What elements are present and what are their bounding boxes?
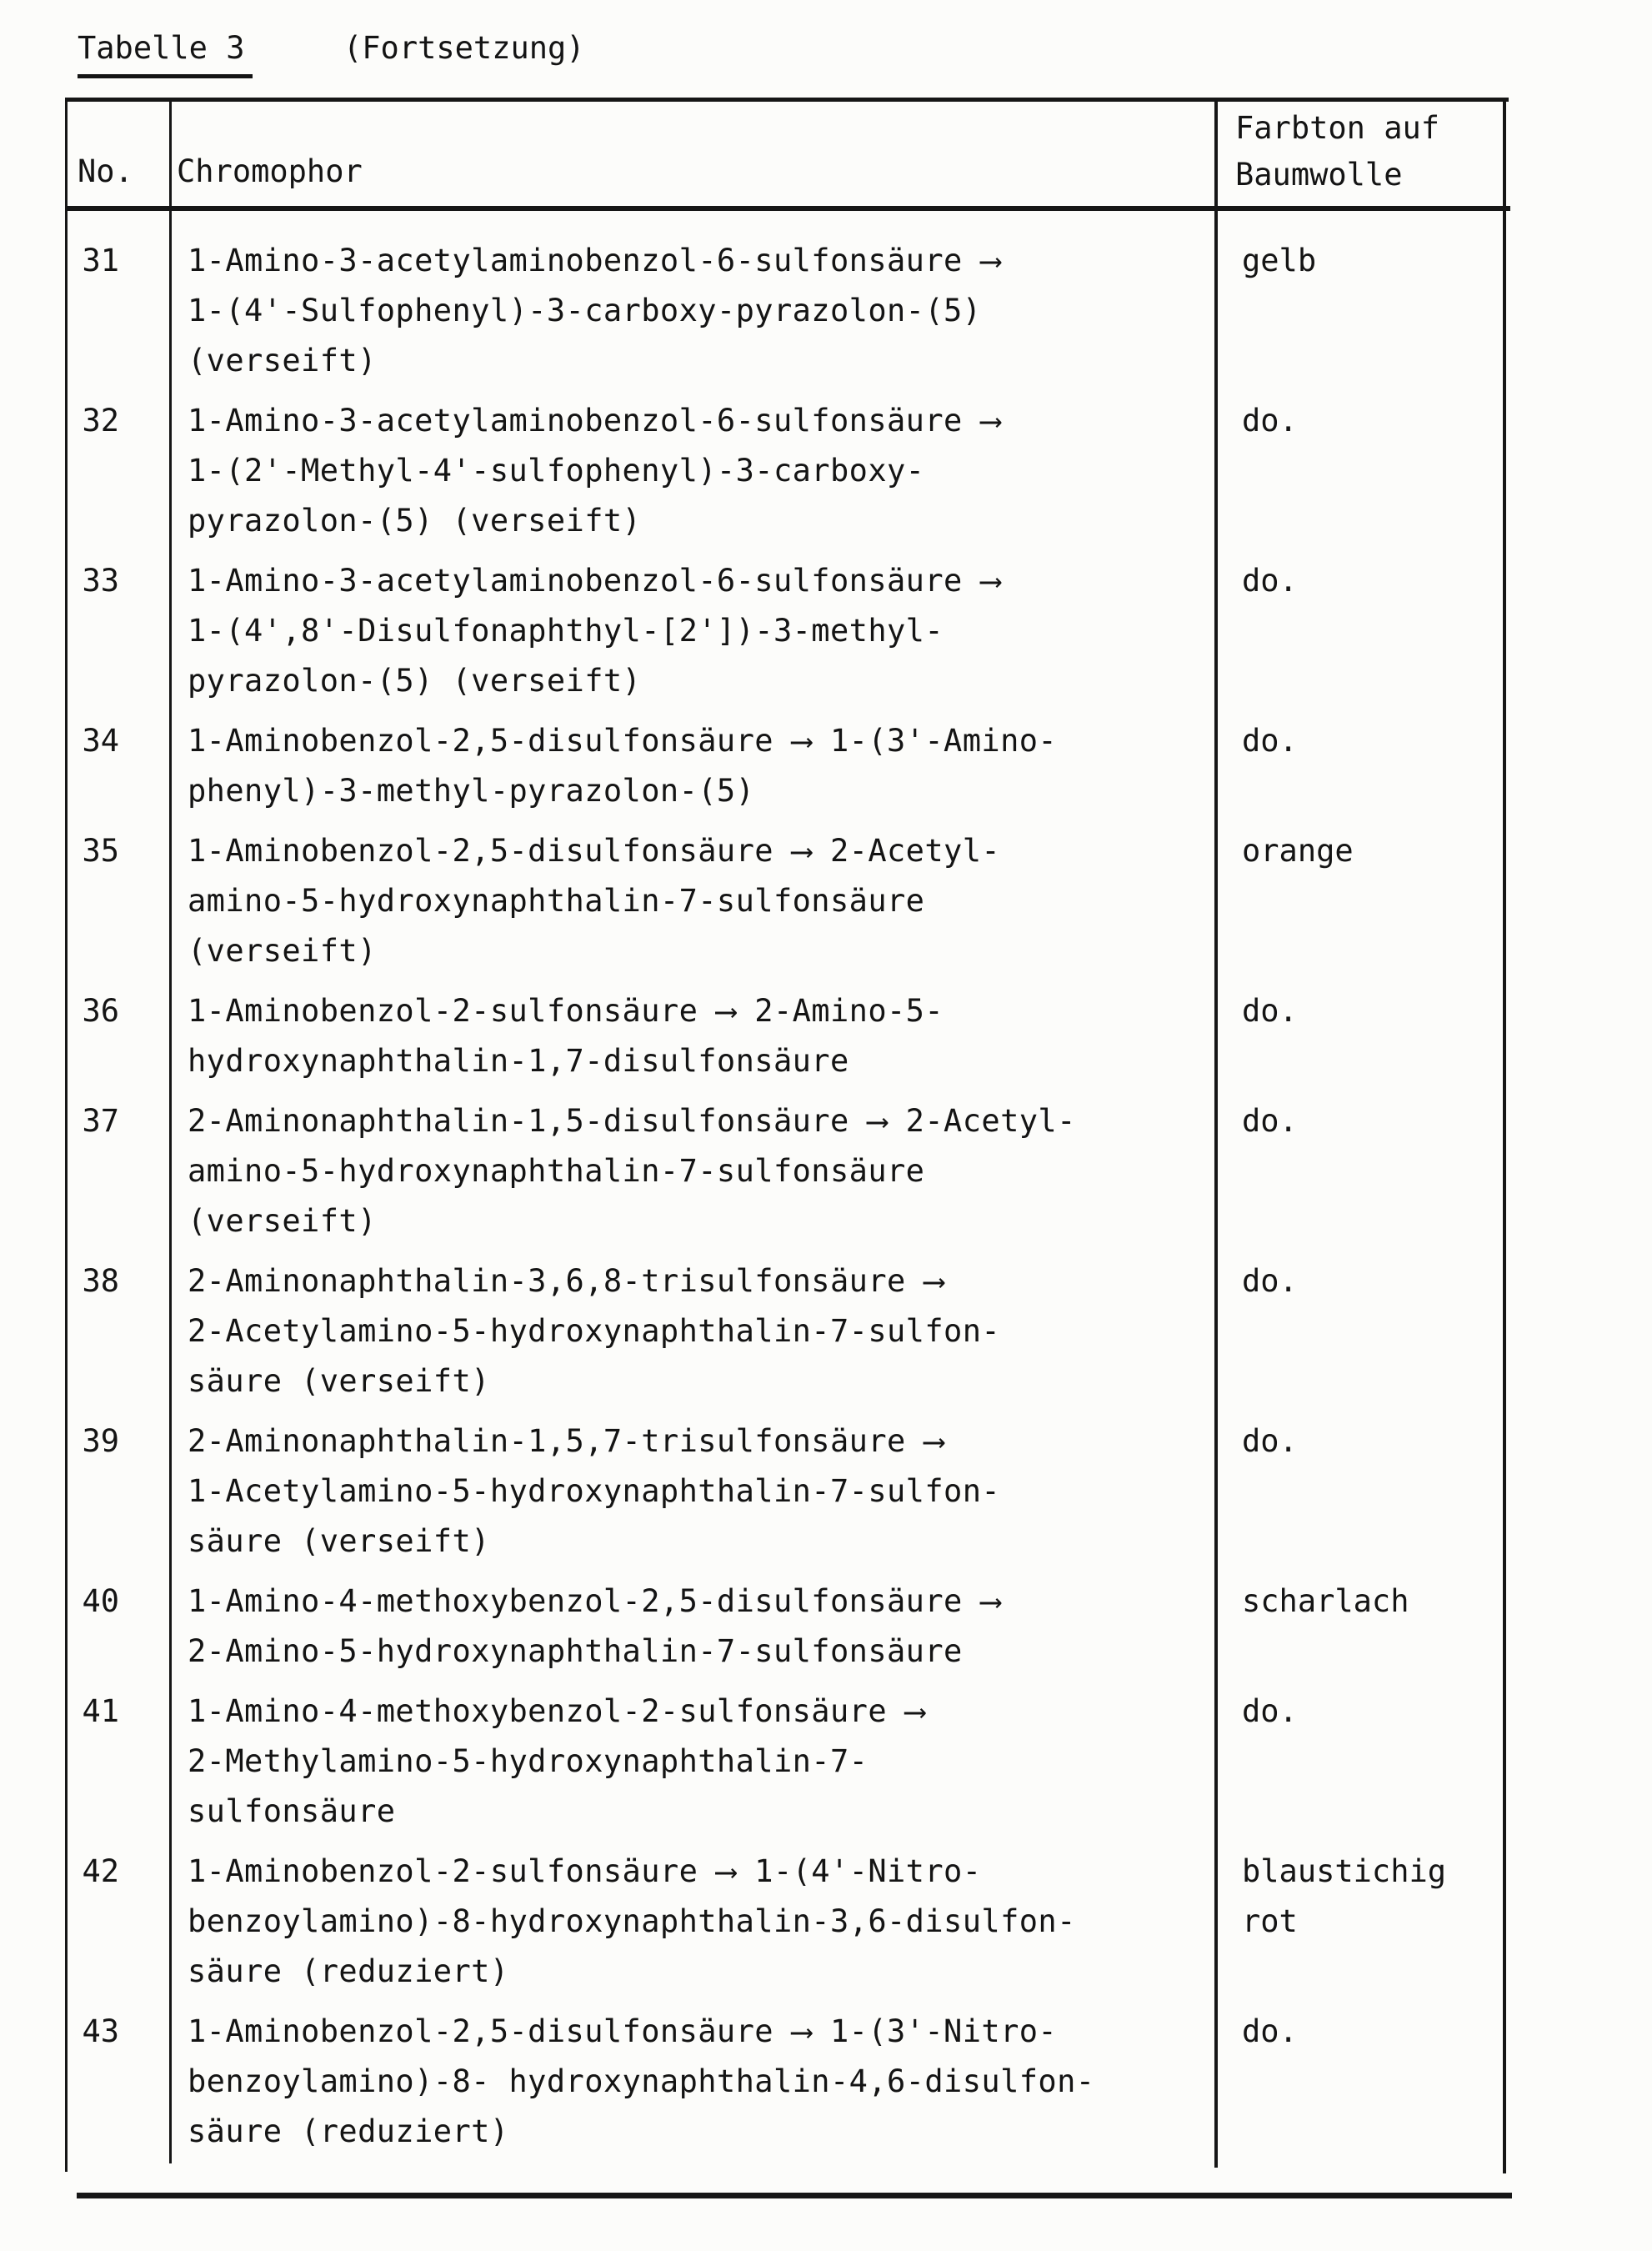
table-border-bottom [77, 2193, 1512, 2198]
row-number-cell: 37 [82, 1103, 119, 1139]
row-number-cell: 31 [82, 243, 119, 278]
farbton-cell: do. [1242, 1103, 1298, 1139]
chromophor-cell: 2-Aminonaphthalin-1,5-disulfonsäure ⟶ 2-Acetyl- amino-5-hydroxynaphthalin-7-sulfonsäure (verseift) [188, 1103, 1076, 1239]
table-body [65, 236, 1504, 2167]
chromophor-cell: 1-Amino-3-acetylaminobenzol-6-sulfonsäure ⟶ 1-(4',8'-Disulfonaphthyl-[2'])-3-methyl- pyrazolon-(5) (verseift) [188, 563, 1001, 699]
row-number-cell: 33 [82, 563, 119, 599]
farbton-cell: orange [1242, 833, 1354, 869]
row-number-cell: 41 [82, 1693, 119, 1729]
farbton-cell: gelb [1242, 243, 1317, 278]
table-row [65, 1256, 1504, 1406]
table-row [65, 1096, 1504, 1246]
farbton-cell: do. [1242, 563, 1298, 599]
table-border-top [67, 98, 1509, 102]
chromophor-cell: 2-Aminonaphthalin-3,6,8-trisulfonsäure ⟶ 2-Acetylamino-5-hydroxynaphthalin-7-sulfon- säure (verseift) [188, 1263, 1001, 1399]
chromophor-cell: 1-Aminobenzol-2,5-disulfonsäure ⟶ 1-(3'-Nitro- benzoylamino)-8- hydroxynaphthalin-4,6-disulfon- säure (reduziert) [188, 2013, 1095, 2149]
row-number-cell: 39 [82, 1423, 119, 1459]
column-header-chromophor: Chromophor [177, 153, 363, 189]
chromophor-cell: 1-Amino-4-methoxybenzol-2,5-disulfonsäure ⟶ 2-Amino-5-hydroxynaphthalin-7-sulfonsäure [188, 1583, 1001, 1669]
farbton-cell: do. [1242, 1423, 1298, 1459]
chromophor-cell: 1-Amino-3-acetylaminobenzol-6-sulfonsäure ⟶ 1-(4'-Sulfophenyl)-3-carboxy-pyrazolon-(5) (verseift) [188, 243, 1001, 379]
chromophor-cell: 1-Amino-3-acetylaminobenzol-6-sulfonsäure ⟶ 1-(2'-Methyl-4'-sulfophenyl)-3-carboxy- pyrazolon-(5) (verseift) [188, 403, 1001, 539]
table-row [65, 556, 1504, 706]
table-row [65, 1847, 1504, 1997]
row-number-cell: 34 [82, 723, 119, 759]
farbton-cell: scharlach [1242, 1583, 1409, 1619]
row-number-cell: 43 [82, 2013, 119, 2049]
page-title: Tabelle 3 [78, 28, 253, 78]
farbton-cell: do. [1242, 723, 1298, 759]
page-subtitle: (Fortsetzung) [343, 30, 585, 66]
row-number-cell: 38 [82, 1263, 119, 1299]
row-number-cell: 35 [82, 833, 119, 869]
farbton-cell: do. [1242, 1693, 1298, 1729]
row-number-cell: 36 [82, 993, 119, 1029]
farbton-cell: do. [1242, 1263, 1298, 1299]
table-row [65, 396, 1504, 546]
chromophor-cell: 1-Aminobenzol-2-sulfonsäure ⟶ 2-Amino-5- hydroxynaphthalin-1,7-disulfonsäure [188, 993, 944, 1079]
table-row [65, 826, 1504, 976]
chromophor-cell: 1-Amino-4-methoxybenzol-2-sulfonsäure ⟶ 2-Methylamino-5-hydroxynaphthalin-7- sulfonsäure [188, 1693, 925, 1829]
row-number-cell: 40 [82, 1583, 119, 1619]
table-row [65, 986, 1504, 1086]
table-row [65, 1577, 1504, 1677]
table-row [65, 716, 1504, 816]
table-row [65, 1416, 1504, 1567]
farbton-cell: do. [1242, 2013, 1298, 2049]
column-header-no: No. [78, 153, 133, 189]
chromophor-cell: 2-Aminonaphthalin-1,5,7-trisulfonsäure ⟶ 1-Acetylamino-5-hydroxynaphthalin-7-sulfon- säure (verseift) [188, 1423, 1001, 1559]
chromophor-cell: 1-Aminobenzol-2,5-disulfonsäure ⟶ 2-Acetyl- amino-5-hydroxynaphthalin-7-sulfonsäure (verseift) [188, 833, 1001, 969]
farbton-cell: do. [1242, 993, 1298, 1029]
row-number-cell: 32 [82, 403, 119, 439]
table-row [65, 1687, 1504, 1837]
chromophor-cell: 1-Aminobenzol-2-sulfonsäure ⟶ 1-(4'-Nitro- benzoylamino)-8-hydroxynaphthalin-3,6-disulfon- säure (reduziert) [188, 1853, 1076, 1989]
farbton-cell: do. [1242, 403, 1298, 439]
chromophor-cell: 1-Aminobenzol-2,5-disulfonsäure ⟶ 1-(3'-Amino- phenyl)-3-methyl-pyrazolon-(5) [188, 723, 1058, 809]
table-header-separator [65, 206, 1510, 211]
column-header-farbton: Farbton auf Baumwolle [1235, 110, 1440, 193]
row-number-cell: 42 [82, 1853, 119, 1889]
farbton-cell: blaustichig rot [1242, 1853, 1447, 1939]
table-row [65, 236, 1504, 386]
table-row [65, 2007, 1504, 2157]
